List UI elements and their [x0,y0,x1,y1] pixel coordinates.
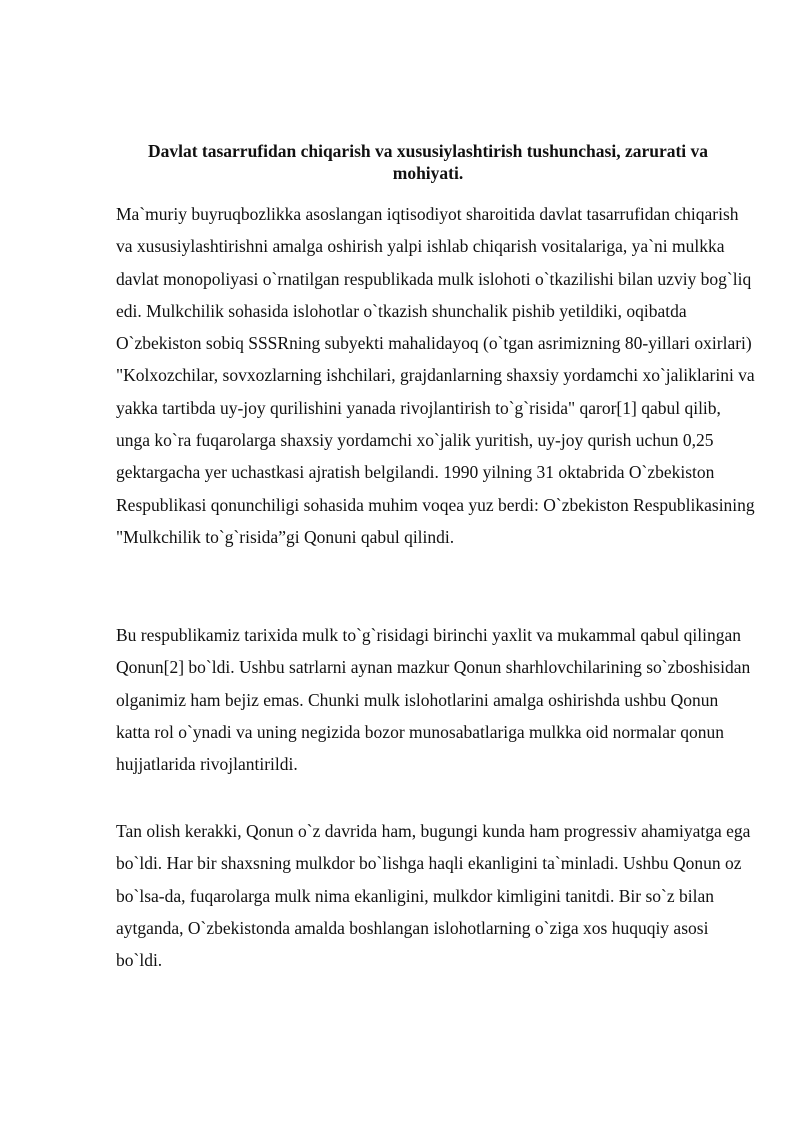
document-title: Davlat tasarrufidan chiqarish va xususiylashtirish tushunchasi, zarurati va mohiyati. [147,141,709,183]
paragraph-2: Bu respublikamiz tarixida mulk to`g`risidagi birinchi yaxlit va mukammal qabul qilingan Qonun[2] bo`ldi. Ushbu satrlarni aynan mazkur Qonun sharhlovchilarining so`zboshisidan olganimiz ham bejiz emas. Chunki mulk islohotlarini amalga oshirishda ushbu Qonun katta rol o`ynadi va uning negizida bozor munosabatlariga mulkka oid normalar qonun hujjatlarida rivojlantirildi. [116,625,751,775]
paragraph-3: Tan olish kerakki, Qonun o`z davrida ham, bugungi kunda ham progressiv ahamiyatga ega bo`ldi. Har bir shaxsning mulkdor bo`lishga haqli ekanligini ta`minladi. Ushbu Qonun oz bo`lsa-da, fuqarolarga mulk nima ekanligini, mulkdor kimligini tanitdi. Bir so`z bilan aytganda, O`zbekistonda amalda boshlangan islohotlarning o`ziga xos huquqiy asosi bo`ldi. [116,821,751,971]
paragraph-1: Ma`muriy buyruqbozlikka asoslangan iqtisodiyot sharoitida davlat tasarrufidan chiqarish va xususiylashtirishni amalga oshirish yalpi ishlab chiqarish vositalariga, ya`ni mulkka davlat monopoliyasi o`rnatilgan respublikada mulk islohoti o`tkazilishi bilan uzviy bog`liq edi. Mulkchilik sohasida islohotlar o`tkazish shunchalik pishib yetildiki, oqibatda O`zbekiston sobiq SSSRning subyekti mahalidayoq (o`tgan asrimizning 80-yillari oxirlari) "Kolxozchilar, sovxozlarning ishchilari, grajdanlarning shaxsiy yordamchi xo`jaliklarini va yakka tartibda uy-joy qurilishini yanada rivojlantirish to`g`risida" qaror[1] qabul qilib, unga ko`ra fuqarolarga shaxsiy yordamchi xo`jalik yuritish, uy-joy qurish uchun 0,25 gektargacha yer uchastkasi ajratish belgilandi. 1990 yilning 31 oktabrida O`zbekiston Respublikasi qonunchiligi sohasida muhim voqea yuz berdi: O`zbekiston Respublikasining "Mulkchilik to`g`risida”gi Qonuni qabul qilindi. [116,204,755,547]
